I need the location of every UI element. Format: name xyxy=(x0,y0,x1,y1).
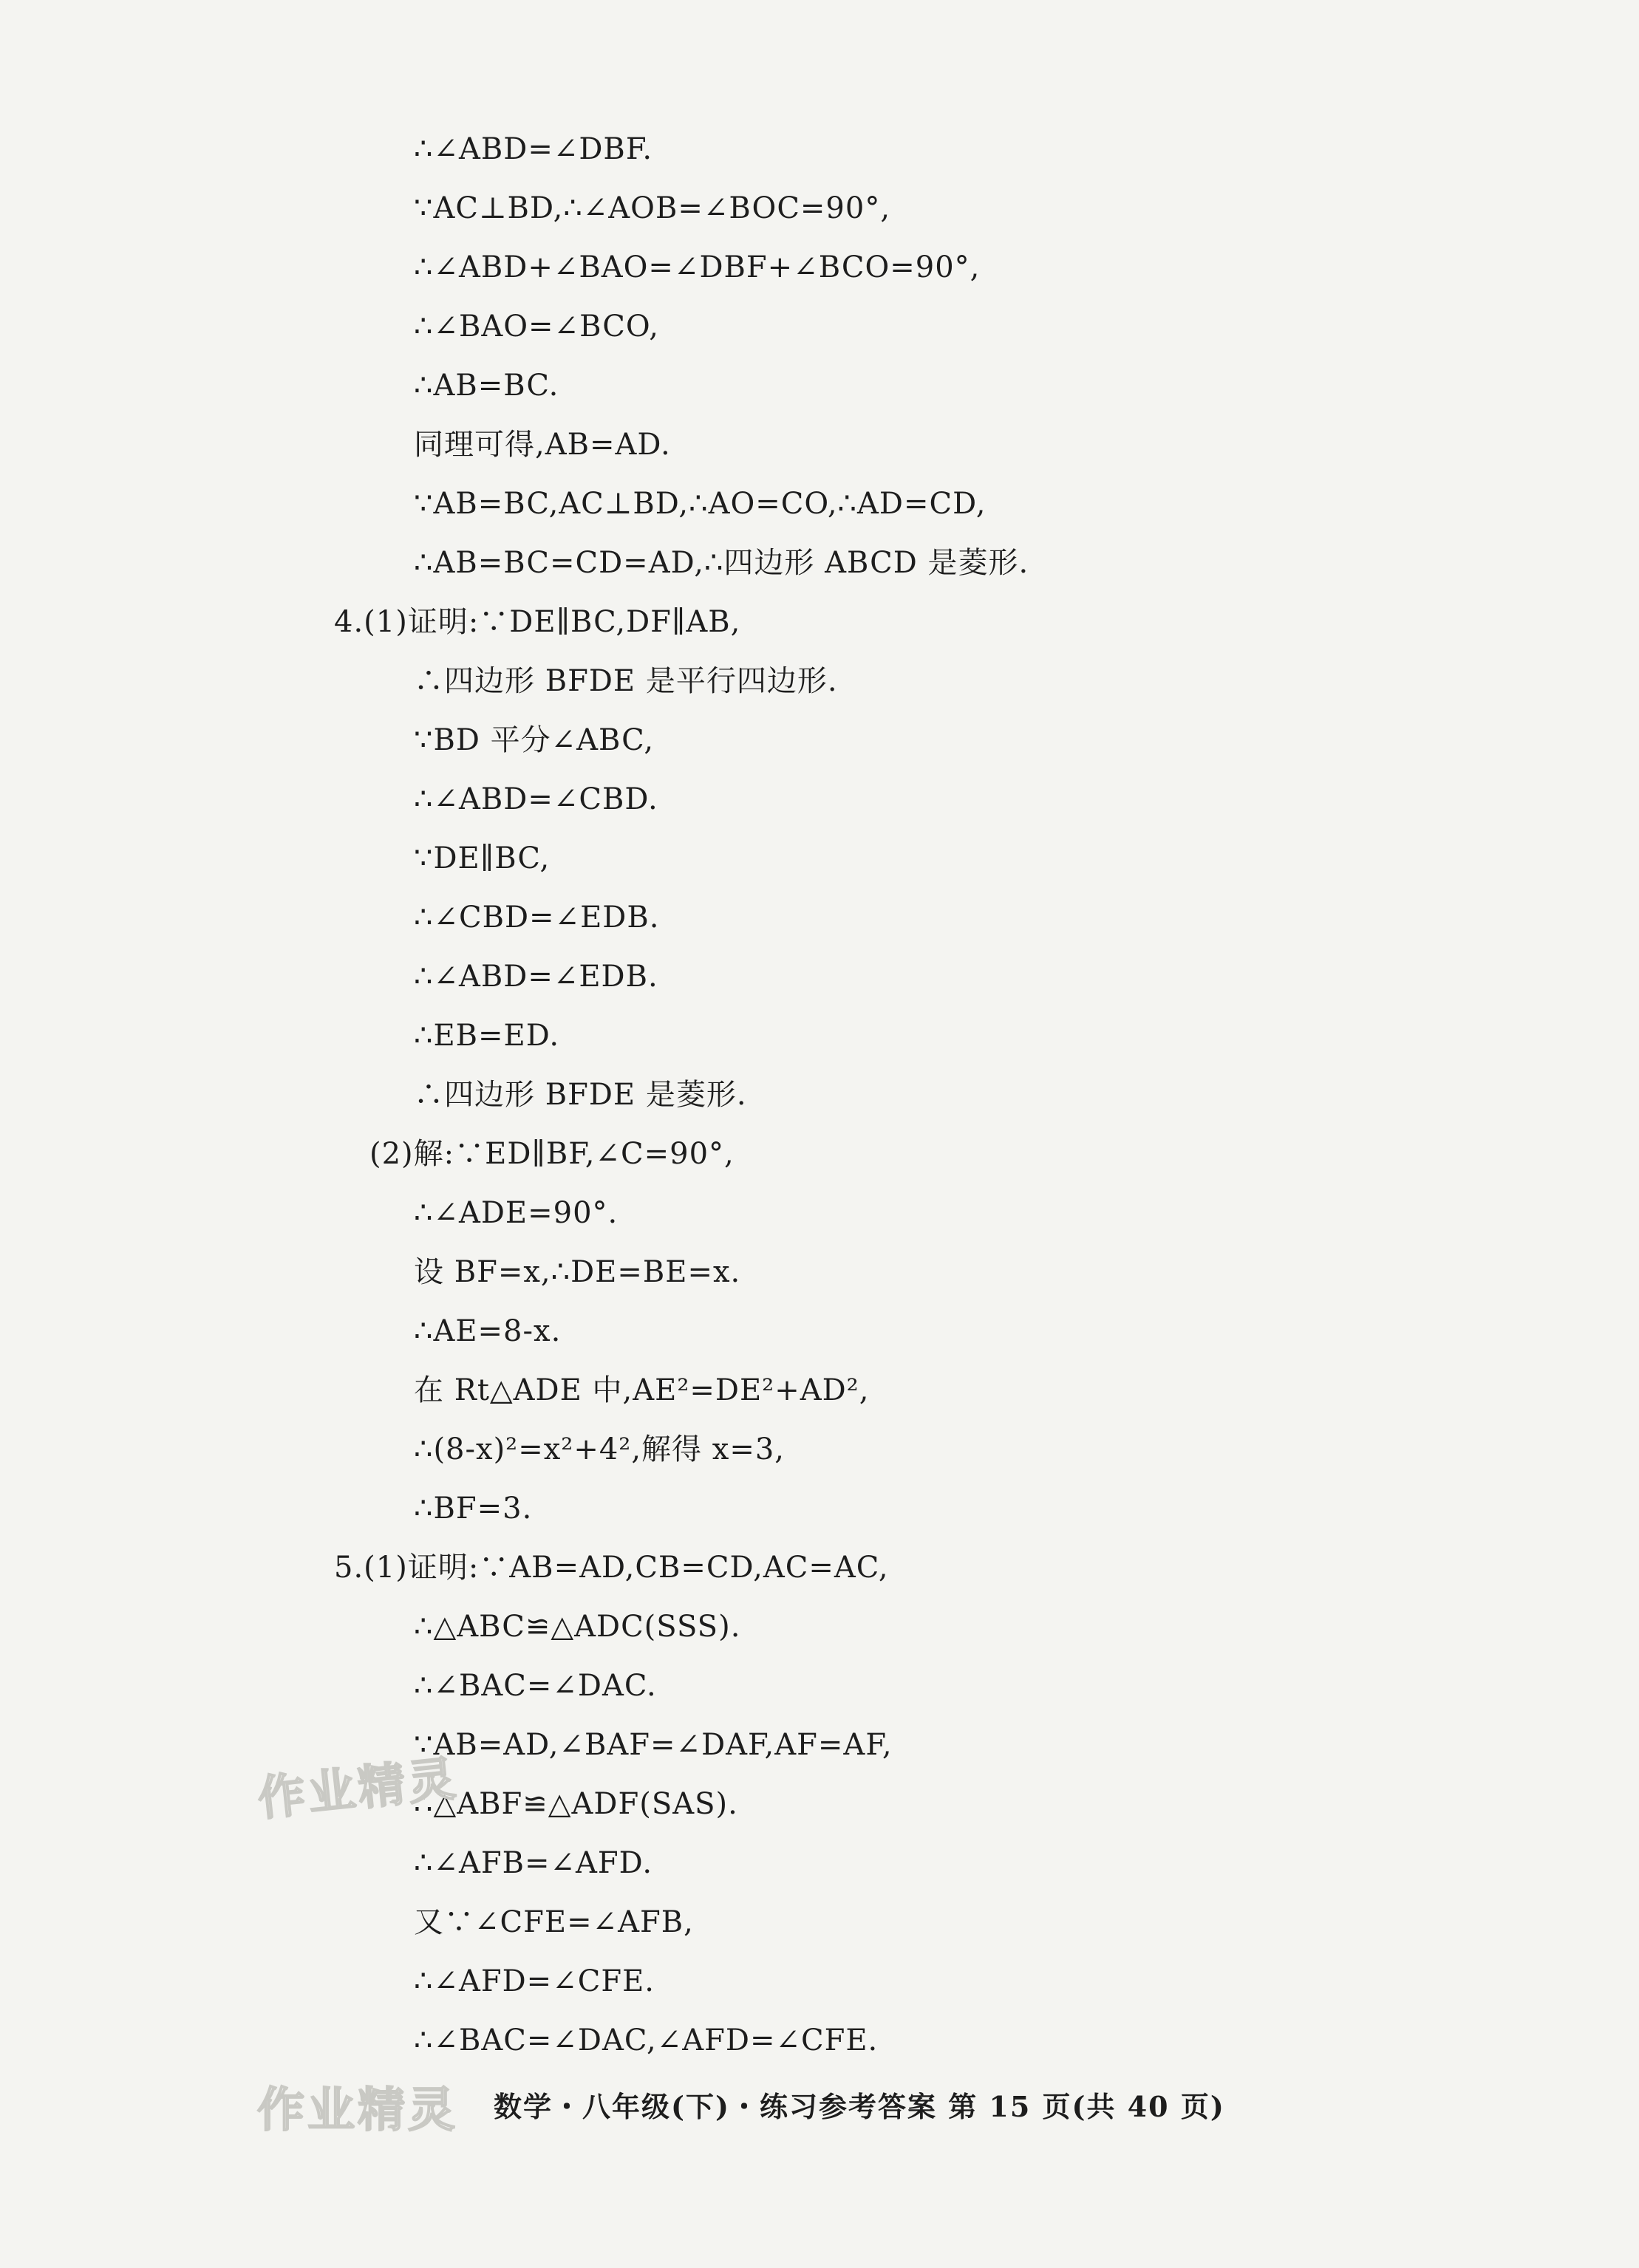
proof-line: ∴AB=BC. xyxy=(414,369,559,403)
proof-line: ∵BD 平分∠ABC, xyxy=(414,723,655,757)
solution-line: 设 BF=x,∴DE=BE=x. xyxy=(414,1255,741,1289)
problem-4-part-2-heading: (2)解:∵ED∥BF,∠C=90°, xyxy=(369,1137,735,1171)
proof-line: ∴△ABC≌△ADC(SSS). xyxy=(414,1610,741,1644)
proof-line: ∴四边形 BFDE 是菱形. xyxy=(414,1078,747,1112)
proof-line: ∵AC⊥BD,∴∠AOB=∠BOC=90°, xyxy=(414,191,891,225)
proof-line: ∴△ABF≌△ADF(SAS). xyxy=(414,1787,738,1821)
problem-5-part-1-heading: 5.(1)证明:∵AB=AD,CB=CD,AC=AC, xyxy=(334,1551,889,1585)
proof-line: ∴∠BAC=∠DAC. xyxy=(414,1669,657,1703)
solution-line: ∴∠ADE=90°. xyxy=(414,1196,619,1230)
page-footer: 数学・八年级(下)・练习参考答案 第 15 页(共 40 页) xyxy=(494,2090,1225,2123)
proof-line: ∴∠ABD=∠CBD. xyxy=(414,782,658,816)
proof-line: ∴∠AFB=∠AFD. xyxy=(414,1846,653,1880)
proof-line: ∴∠ABD=∠DBF. xyxy=(414,132,653,166)
solution-line: ∴(8-x)²=x²+4²,解得 x=3, xyxy=(414,1432,785,1466)
proof-line: ∵AB=BC,AC⊥BD,∴AO=CO,∴AD=CD, xyxy=(414,487,987,521)
watermark: 作业精灵 xyxy=(255,1751,461,1827)
solution-line: 在 Rt△ADE 中,AE²=DE²+AD², xyxy=(414,1373,870,1407)
watermark: 作业精灵 xyxy=(257,2083,458,2138)
proof-line: ∴∠CBD=∠EDB. xyxy=(414,901,660,935)
solution-line: ∴BF=3. xyxy=(414,1492,533,1526)
proof-line: 同理可得,AB=AD. xyxy=(414,428,671,462)
proof-line: ∴四边形 BFDE 是平行四边形. xyxy=(414,664,838,698)
proof-line: ∴∠AFD=∠CFE. xyxy=(414,1964,655,1998)
proof-line: 又∵∠CFE=∠AFB, xyxy=(414,1905,694,1939)
proof-line: ∴∠ABD=∠EDB. xyxy=(414,960,658,994)
proof-line: ∴∠BAO=∠BCO, xyxy=(414,310,659,344)
proof-line: ∴AB=BC=CD=AD,∴四边形 ABCD 是菱形. xyxy=(414,546,1029,580)
proof-line: ∴EB=ED. xyxy=(414,1019,560,1053)
proof-line: ∴∠ABD+∠BAO=∠DBF+∠BCO=90°, xyxy=(414,250,981,284)
proof-line: ∴∠BAC=∠DAC,∠AFD=∠CFE. xyxy=(414,2023,879,2057)
solution-line: ∴AE=8-x. xyxy=(414,1314,562,1348)
proof-line: ∵AB=AD,∠BAF=∠DAF,AF=AF, xyxy=(414,1728,893,1762)
proof-line: ∵DE∥BC, xyxy=(414,841,551,875)
problem-4-part-1-heading: 4.(1)证明:∵DE∥BC,DF∥AB, xyxy=(334,605,741,639)
